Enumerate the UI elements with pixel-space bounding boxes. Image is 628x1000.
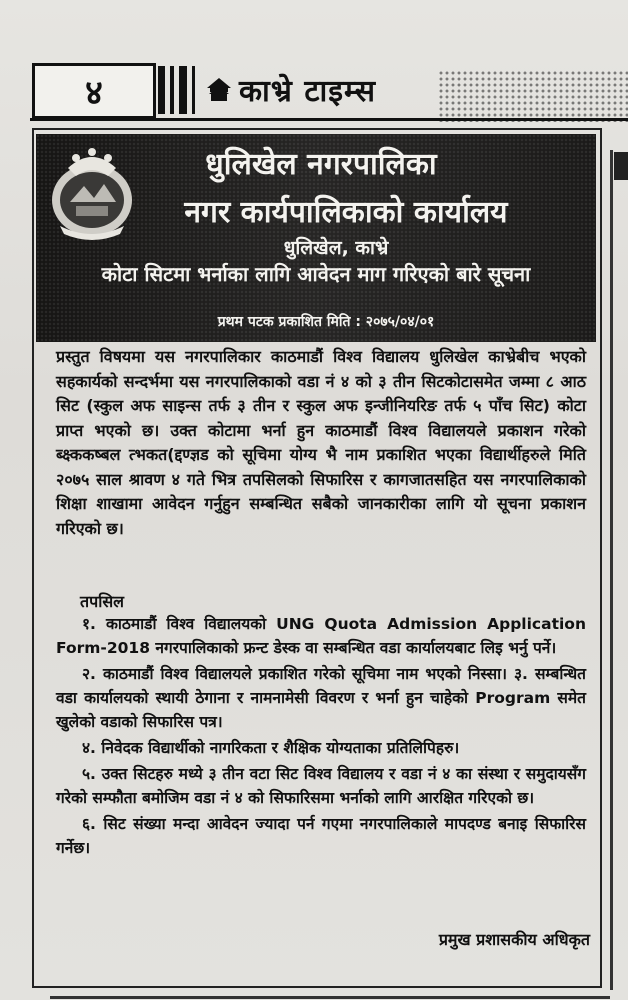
signatory-title: प्रमुख प्रशासकीय अधिकृत: [438, 930, 590, 949]
masthead-logo: [205, 68, 376, 110]
column-divider: [610, 150, 613, 990]
notice-banner: [36, 134, 596, 342]
office-location: धुलिखेल, काभ्रे: [283, 237, 389, 259]
list-item: ४. निवेदक विद्यार्थीको नागरिकता र शैक्षिक योग्यताका प्रतिलिपिहरु।: [82, 739, 460, 757]
adjacent-column-edge: [614, 152, 628, 180]
details-heading: तपसिल: [80, 592, 125, 611]
notice-subject: कोटा सिटमा भर्नाका लागि आवेदन माग गरिएको बारे सूचना: [101, 262, 531, 286]
list-item: ६. सिट संख्या मन्दा आवेदन ज्यादा पर्न गएमा नगरपालिकाले मापदण्ड बनाइ सिफारिस गर्नेछ।: [56, 815, 586, 857]
temple-logo-icon: [205, 76, 233, 102]
requirements-list: [56, 612, 586, 860]
page-number: [32, 63, 156, 119]
newspaper-title: काभ्रे टाइम्स: [239, 73, 376, 109]
notice-body: प्रस्तुत विषयमा यस नगरपालिकार काठमाडौं विश्व विद्यालय धुलिखेल काभ्रेबीच भएको सहकार्यको सन्दर्भमा यस नगरपालिकाको वडा नं ४ को ३ तीन सिटकोटासमेत जम्मा ८ आठ सिट (स्कुल अफ साइन्स तर्फ ३ तीन र स्कुल अफ इन्जीनियरिङ तर्फ ५ पाँच सिट) कोटा प्राप्त भएको छ। उक्त कोटामा भर्ना हुन काठमाडौं विश्व विद्यालयले प्रकाशन गरेको ब्क्ष्ककष्बल त्भकत(द्दण्ज्ञड को सूचिमा योग्य भै नाम प्रकाशित भएका विद्यार्थीहरुले मिति २०७५ साल श्रावण ४ गते भित्र तपसिलको सिफारिस र कागजातसहित यस नगरपालिकाको शिक्षा शाखामा आवेदन गर्नुहुन सम्बन्धित सबैको जानकारीका लागि यो सूचना प्रकाशन गरिएको छ।: [56, 347, 586, 538]
office-name: नगर कार्यपालिकाको कार्यालय: [184, 195, 508, 230]
municipality-name: धुलिखेल नगरपालिका: [205, 147, 437, 182]
list-item: ५. उक्त सिटहरु मध्ये ३ तीन वटा सिट विश्व विद्यालय र वडा नं ४ का संस्था र समुदायसँग गरेको सम्फौता बमोजिम वडा नं ४ को सिफारिसमा भर्नाको लागि आरक्षित गरिएको छ।: [56, 765, 586, 807]
publication-date: प्रथम पटक प्रकाशित मिति : २०७५/०४/०१: [217, 314, 435, 330]
page-number-text: ४: [85, 73, 103, 113]
masthead-pattern: [438, 70, 628, 122]
bottom-divider: [50, 996, 610, 999]
list-item: २. काठमाडौं विश्व विद्यालयले प्रकाशित गरेको सूचिमा नाम भएको निस्सा। ३. सम्बन्धित वडा कार्यालयको स्थायी ठेगाना र नामनामेसी विवरण र भर्ना हुन चाहेको Program समेत खुलेको वडाको सिफारिस पत्र।: [56, 665, 586, 731]
masthead-divider: [30, 118, 628, 121]
list-item: १. काठमाडौं विश्व विद्यालयको UNG Quota Admission Application Form-2018 नगरपालिकाको फ्रन्ट डेस्क वा सम्बन्धित वडा कार्यालयबाट लिइ भर्नु पर्ने।: [56, 615, 586, 657]
masthead-rules: [158, 66, 198, 114]
